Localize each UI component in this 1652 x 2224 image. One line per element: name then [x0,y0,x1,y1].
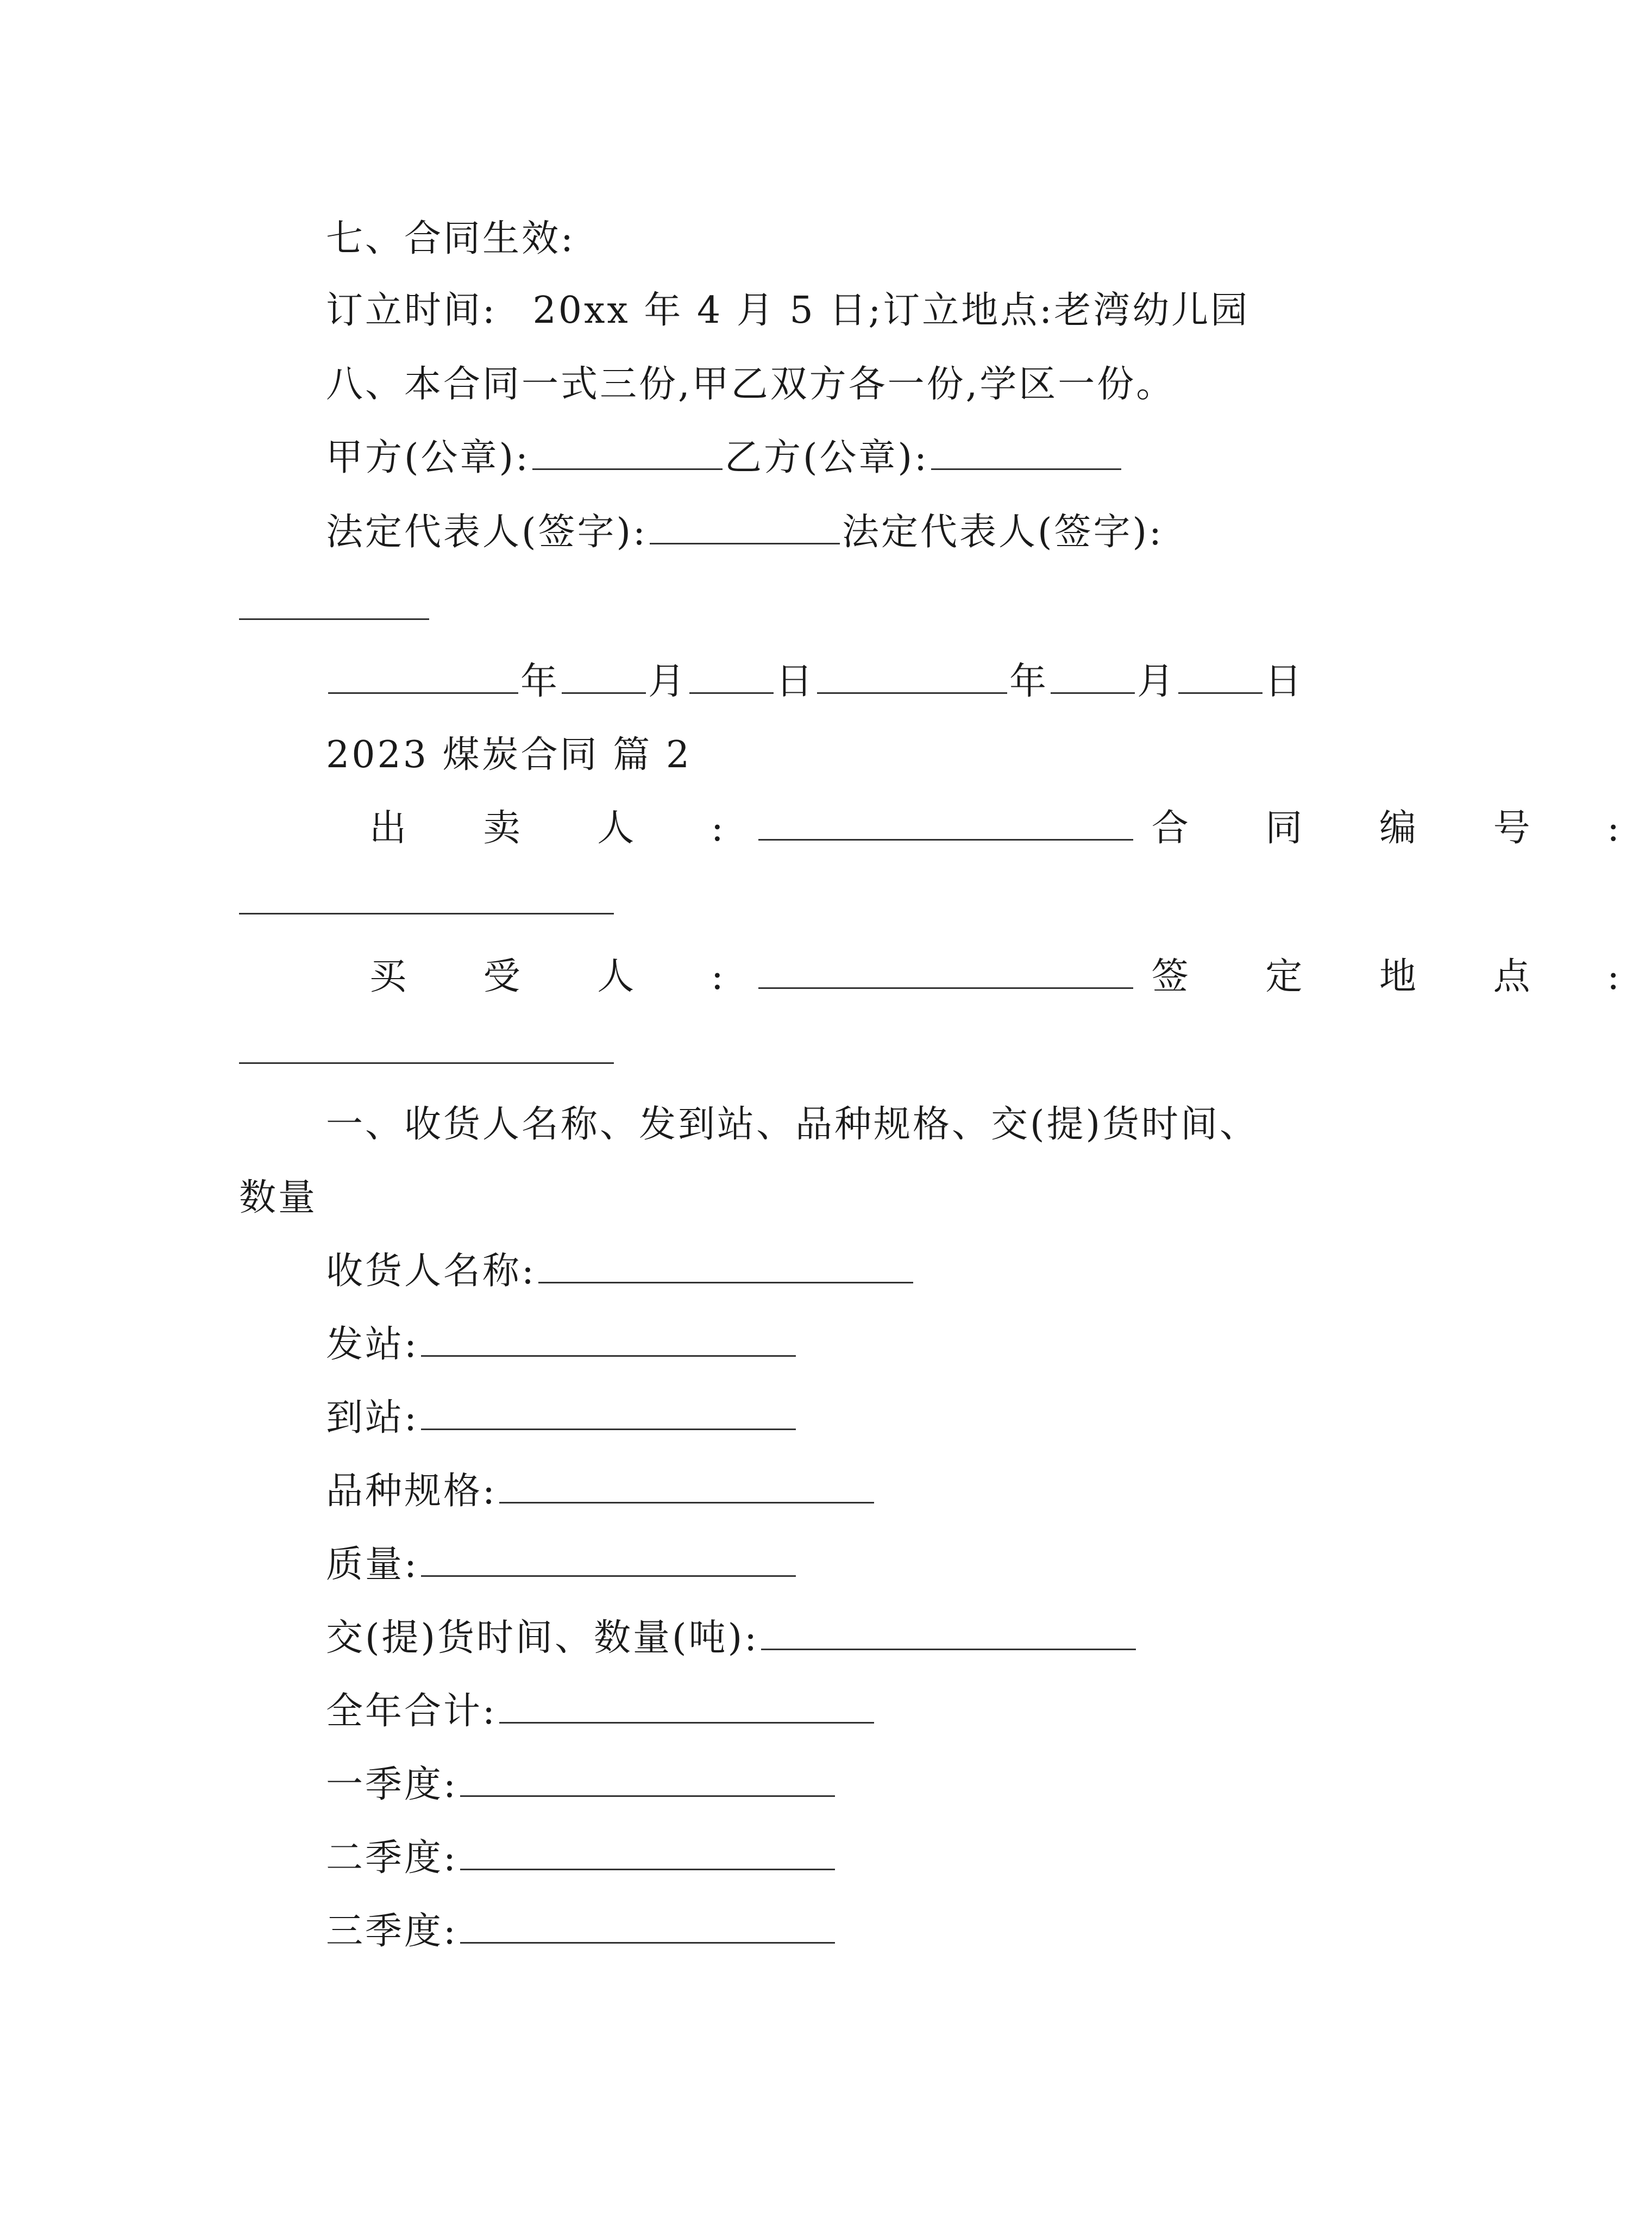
q1-line [326,1758,837,1812]
section-8 [326,358,1175,412]
q2-line [326,1831,837,1885]
legal-rep-line [326,505,1164,560]
legal-rep-a-label: 法定代表人(签字): [326,511,648,554]
to-station-line [326,1391,798,1445]
spec-blank[interactable] [499,1465,874,1503]
seller-label: 出 卖 人 : [369,807,756,850]
buyer-label: 买 受 人 : [369,955,756,998]
sign-time-line [326,284,1249,338]
buyer-blank[interactable] [758,950,1133,989]
date-b-month-label: 月 [1137,660,1177,703]
contract-2-title-text: 2023 煤炭合同 篇 2 [326,734,692,776]
date-b-day-label: 日 [1265,660,1304,703]
consignee-blank[interactable] [538,1245,913,1283]
date-line [326,655,1304,709]
quality-line [326,1538,798,1592]
spec-line [326,1464,876,1519]
date-a-day-blank[interactable] [689,655,774,694]
buyer-line [369,950,1652,1004]
contract-no-label: 合 同 编 号 : [1151,807,1652,850]
delivery-blank[interactable] [761,1612,1136,1650]
q2-label: 二季度: [326,1837,458,1880]
from-station-label: 发站: [326,1323,419,1366]
date-b-month-blank[interactable] [1051,655,1135,694]
date-b-year-blank[interactable] [817,655,1007,694]
consignee-label: 收货人名称: [326,1250,536,1293]
quality-label: 质量: [326,1543,419,1586]
seller-line [369,801,1652,856]
to-station-label: 到站: [326,1396,419,1439]
total-line [326,1684,876,1739]
sign-time-value: 20xx 年 4 月 5 日;订立地点:老湾幼儿园 [532,289,1250,332]
from-station-blank[interactable] [421,1318,796,1357]
section-8-text: 八、本合同一式三份,甲乙双方各一份,学区一份。 [326,363,1176,406]
date-b-day-blank[interactable] [1178,655,1262,694]
date-a-year-label: 年 [520,660,560,703]
section-7-title [326,212,575,266]
party-b-seal-label: 乙方(公章): [724,436,929,479]
legal-rep-a-blank[interactable] [650,506,840,544]
delivery-label: 交(提)货时间、数量(吨): [326,1617,759,1659]
total-blank[interactable] [499,1685,874,1724]
q3-blank[interactable] [460,1905,835,1944]
from-station-line [326,1318,798,1372]
to-station-blank[interactable] [421,1392,796,1430]
quality-blank[interactable] [421,1538,796,1577]
sign-place-blank[interactable] [239,1062,614,1064]
party-a-seal-label: 甲方(公章): [326,436,530,479]
legal-rep-b-label: 法定代表人(签字): [841,511,1164,554]
q1-label: 一季度: [326,1763,458,1806]
q3-line [326,1905,837,1959]
section-7-title-text: 七、合同生效: [326,217,575,260]
contract-no-blank[interactable] [239,913,614,914]
consignee-line [326,1244,915,1299]
date-b-year-label: 年 [1009,660,1049,703]
section-1-line1 [326,1098,1259,1152]
party-a-seal-blank[interactable] [532,431,723,470]
spec-label: 品种规格: [326,1470,497,1513]
date-a-month-label: 月 [648,660,688,703]
legal-rep-b-blank[interactable] [239,618,429,620]
seller-blank[interactable] [758,802,1133,841]
q3-label: 三季度: [326,1910,458,1953]
sign-place-label: 签 定 地 点 : [1151,955,1652,998]
delivery-line [326,1611,1138,1665]
section-1-title-cont: 数量 [239,1176,318,1219]
sign-time-label: 订立时间: [326,289,497,332]
q2-blank[interactable] [460,1832,835,1870]
total-label: 全年合计: [326,1690,497,1733]
section-1-line2 [239,1171,317,1225]
date-a-month-blank[interactable] [562,655,646,694]
q1-blank[interactable] [460,1758,835,1797]
date-a-day-label: 日 [776,660,815,703]
date-a-year-blank[interactable] [328,655,518,694]
seal-line [326,431,1123,485]
party-b-seal-blank[interactable] [931,431,1121,470]
section-1-title: 一、收货人名称、发到站、品种规格、交(提)货时间、 [326,1103,1259,1146]
contract-2-title [326,728,692,782]
